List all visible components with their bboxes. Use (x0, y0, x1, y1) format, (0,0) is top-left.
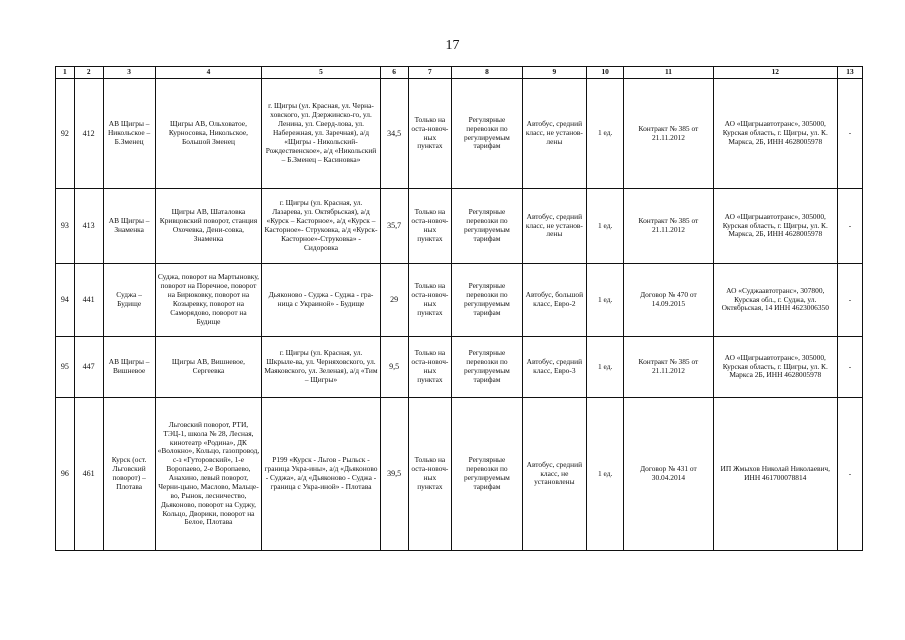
table-row (56, 264, 863, 337)
route-number-cell: 447 (74, 337, 103, 398)
transport-type-cell: Регулярные перевозки по регулируемым тарифам (452, 398, 523, 551)
stops-cell: Щигры АВ, Вишневое, Сергеевка (155, 337, 262, 398)
column-header: 3 (103, 67, 155, 79)
vehicle-class-cell: Автобус, средний класс, не установ-лены (522, 189, 586, 264)
streets-cell: г. Щигры (ул. Красная, ул. Шкрыле-ва, ул. Черняховского, ул. Маяковского, ул. Зеленая), а/д «Тим – Щигры» (262, 337, 380, 398)
route-name-cell: Курск (ост. Льговский поворот) – Плотава (103, 398, 155, 551)
vehicle-count-cell: 1 ед. (587, 337, 624, 398)
streets-cell: Дьяконово - Суджа - Суджа - гра-ница с Украиной» - Будище (262, 264, 380, 337)
length-cell: 9,5 (380, 337, 408, 398)
carrier-cell: АО «Щигрыавтотранс», 305000, Курская область, г. Щигры, ул. К. Маркса 2Б, ИНН 4628005978 (713, 337, 837, 398)
vehicle-count-cell: 1 ед. (587, 79, 624, 189)
notes-cell: - (838, 398, 863, 551)
header-row (56, 67, 863, 79)
notes-cell: - (838, 337, 863, 398)
vehicle-class-cell: Автобус, средний класс, не установ-лены (522, 79, 586, 189)
vehicle-count-cell: 1 ед. (587, 189, 624, 264)
column-header: 7 (408, 67, 452, 79)
column-header: 2 (74, 67, 103, 79)
length-cell: 29 (380, 264, 408, 337)
column-header: 5 (262, 67, 380, 79)
contract-cell: Договор № 431 от 30.04.2014 (624, 398, 713, 551)
route-number-cell: 461 (74, 398, 103, 551)
streets-cell: г. Щигры (ул. Красная, ул. Черна-ховского, ул. Дзержинско-го, ул. Ленина, ул. Сверд-лова, ул. Набережная, ул. Заречная), а/д «Щигры - Никольский-Рождественское», а/д «Никольский – Б.Зменец – Касиновка» (262, 79, 380, 189)
table-row (56, 189, 863, 264)
stops-cell: Щигры АВ, Ольховатое, Курносовка, Никольское, Большой Зменец (155, 79, 262, 189)
vehicle-count-cell: 1 ед. (587, 264, 624, 337)
table-row (56, 79, 863, 189)
length-cell: 39,5 (380, 398, 408, 551)
contract-cell: Договор № 470 от 14.09.2015 (624, 264, 713, 337)
transport-type-cell: Регулярные перевозки по регулируемым тарифам (452, 337, 523, 398)
route-register-table (55, 66, 863, 551)
column-header: 6 (380, 67, 408, 79)
transport-type-cell: Регулярные перевозки по регулируемым тарифам (452, 264, 523, 337)
notes-cell: - (838, 189, 863, 264)
vehicle-count-cell: 1 ед. (587, 398, 624, 551)
route-name-cell: АВ Щигры – Знаменка (103, 189, 155, 264)
vehicle-class-cell: Автобус, средний класс, не установлены (522, 398, 586, 551)
column-header: 8 (452, 67, 523, 79)
vehicle-class-cell: Автобус, средний класс, Евро-3 (522, 337, 586, 398)
route-number-cell: 441 (74, 264, 103, 337)
contract-cell: Контракт № 385 от 21.11.2012 (624, 79, 713, 189)
boarding-order-cell: Только на оста-новоч-ных пунктах (408, 264, 452, 337)
boarding-order-cell: Только на оста-новоч-ных пунктах (408, 79, 452, 189)
stops-cell: Суджа, поворот на Мартыновку, поворот на Поречное, поворот на Бирюковку, поворот на Козыревку, поворот на Саморядово, поворот на Будище (155, 264, 262, 337)
carrier-cell: АО «Щигрыавтотранс», 305000, Курская область, г. Щигры, ул. К. Маркса, 2Б, ИНН 4628005978 (713, 189, 837, 264)
stops-cell: Льговский поворот, РТИ, ТЭЦ-1, школа № 28, Лесная, кинотеатр «Родина», ДК «Волокно», Кольцо, газопровод, с-з «Гуторовский», 1-е Воропаево, 2-е Воропаево, Анахино, левый поворот, Черни-цыно, Маслово, Мальце-во, Рынок, лесничество, Дьяконово, поворот на Суджу, Кольцо, Дворики, поворот на Белое, Плотава (155, 398, 262, 551)
boarding-order-cell: Только на оста-новоч-ных пунктах (408, 398, 452, 551)
row-number-cell: 95 (56, 337, 75, 398)
carrier-cell: АО «Суджаавтотранс», 307800, Курская обл., г. Суджа, ул. Октябрьская, 14 ИНН 4623006350 (713, 264, 837, 337)
route-number-cell: 412 (74, 79, 103, 189)
transport-type-cell: Регулярные перевозки по регулируемым тарифам (452, 189, 523, 264)
table-row (56, 337, 863, 398)
column-header: 10 (587, 67, 624, 79)
transport-type-cell: Регулярные перевозки по регулируемым тарифам (452, 79, 523, 189)
contract-cell: Контракт № 385 от 21.11.2012 (624, 337, 713, 398)
carrier-cell: АО «Щигрыавтотранс», 305000, Курская область, г. Щигры, ул. К. Маркса, 2Б, ИНН 4628005978 (713, 79, 837, 189)
vehicle-class-cell: Автобус, большой класс, Евро-2 (522, 264, 586, 337)
route-name-cell: АВ Щигры – Никольское – Б.Зменец (103, 79, 155, 189)
column-header: 4 (155, 67, 262, 79)
length-cell: 35,7 (380, 189, 408, 264)
contract-cell: Контракт № 385 от 21.11.2012 (624, 189, 713, 264)
boarding-order-cell: Только на оста-новоч-ных пунктах (408, 189, 452, 264)
row-number-cell: 92 (56, 79, 75, 189)
streets-cell: г. Щигры (ул. Красная, ул. Лазарева, ул. Октябрьская), а/д «Курск – Касторное», а/д «Курск – Касторное»- Струковка, а/д «Курск-Касторное»-Струковка» - Сидоровка (262, 189, 380, 264)
column-header: 12 (713, 67, 837, 79)
route-name-cell: Суджа – Будище (103, 264, 155, 337)
boarding-order-cell: Только на оста-новоч-ных пунктах (408, 337, 452, 398)
column-header: 11 (624, 67, 713, 79)
page-number: 17 (445, 38, 460, 53)
route-number-cell: 413 (74, 189, 103, 264)
carrier-cell: ИП Жмыхов Николай Николаевич, ИНН 461700078814 (713, 398, 837, 551)
column-header: 13 (838, 67, 863, 79)
table-row (56, 398, 863, 551)
column-header: 1 (56, 67, 75, 79)
row-number-cell: 96 (56, 398, 75, 551)
row-number-cell: 93 (56, 189, 75, 264)
streets-cell: Р199 «Курск - Льгов - Рыльск - граница Укра-ины», а/д «Дьяконово - Суджа», а/д «Дьяконово - Суджа - граница с Укра-иной» - Плотава (262, 398, 380, 551)
route-name-cell: АВ Щигры – Вишневое (103, 337, 155, 398)
stops-cell: Щигры АВ, Шаталовка Кривцовский поворот, станция Охочевка, Дени-совка, Знаменка (155, 189, 262, 264)
column-header: 9 (522, 67, 586, 79)
row-number-cell: 94 (56, 264, 75, 337)
length-cell: 34,5 (380, 79, 408, 189)
notes-cell: - (838, 264, 863, 337)
notes-cell: - (838, 79, 863, 189)
